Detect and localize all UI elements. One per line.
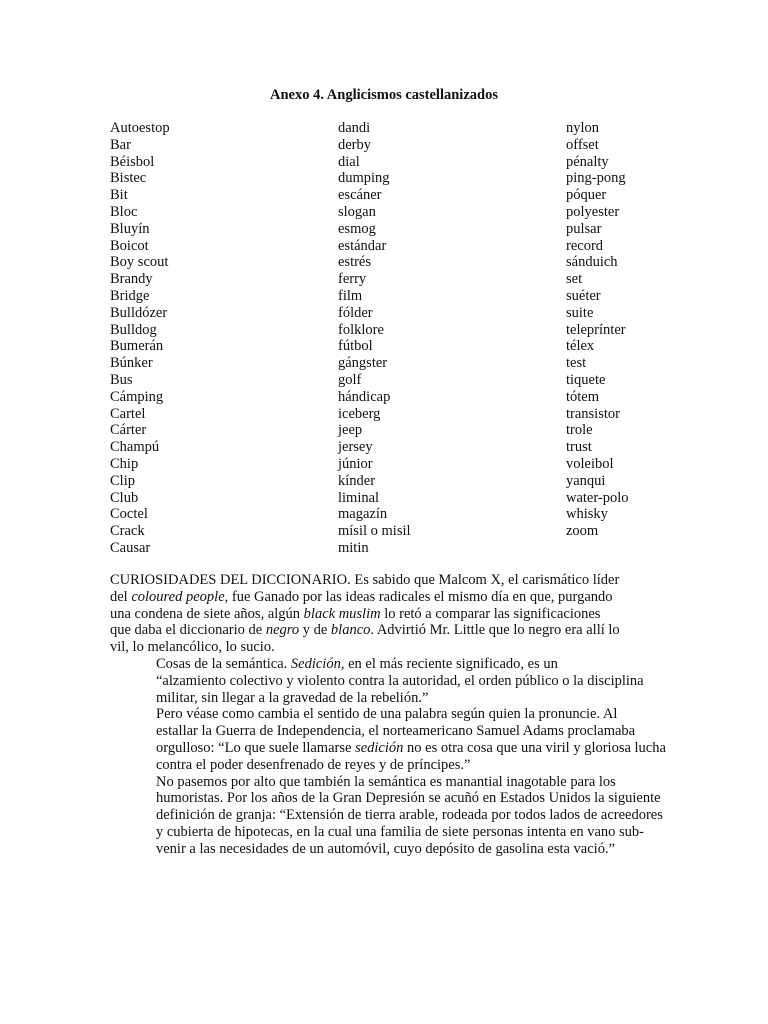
word-entry: teleprínter <box>566 321 626 338</box>
word-entry: póquer <box>566 187 607 204</box>
word-entry: kínder <box>338 472 376 489</box>
word-entry: Autoestop <box>110 120 170 136</box>
text-run: militar, sin llegar a la gravedad de la rebelión.” <box>156 689 429 706</box>
text-run: Cosas de la semántica. <box>156 655 291 672</box>
word-entry: tótem <box>566 388 600 405</box>
text-run: y de <box>299 622 331 639</box>
text-run: CURIOSIDADES DEL DICCIONARIO. Es sabido que Malcom X, el carismático líder <box>110 572 620 588</box>
paragraph <box>110 706 666 773</box>
word-entry: iceberg <box>338 405 381 422</box>
word-entry: slogan <box>338 203 376 220</box>
word-entry: gángster <box>338 355 388 372</box>
word-entry: dandi <box>338 120 371 136</box>
text-run: estallar la Guerra de Independencia, el norteamericano Samuel Adams proclamaba <box>156 723 636 740</box>
text-run: orgulloso: “Lo que suele llamarse <box>156 739 356 756</box>
word-entry: Bistec <box>110 170 147 187</box>
word-entry: folklore <box>338 321 384 338</box>
word-entry: júnior <box>338 455 373 472</box>
text-run: del <box>110 588 132 605</box>
paragraph-line <box>110 723 658 740</box>
word-entry: fólder <box>338 304 373 321</box>
word-entry: Club <box>110 489 139 506</box>
word-entry: Chip <box>110 455 139 472</box>
paragraph-line <box>110 774 658 791</box>
paragraph-line <box>110 790 661 807</box>
word-entry: Cárter <box>110 422 147 439</box>
italic-term: Sedición <box>290 655 341 672</box>
word-entry: esmog <box>338 220 376 237</box>
word-entry: Bumerán <box>110 338 164 355</box>
word-entry: Bloc <box>110 203 138 220</box>
word-entry: Bulldózer <box>110 304 168 321</box>
text-run: definición de granja: “Extensión de tierra arable, rodeada por todos lados de acreedores <box>156 807 663 824</box>
paragraph-line <box>110 757 658 774</box>
annex-title: Anexo 4. Anglicismos castellanizados <box>270 87 498 103</box>
text-run: una condena de siete años, algún <box>110 605 304 622</box>
paragraph-line <box>110 739 666 757</box>
paragraph-line <box>110 807 663 824</box>
text-run: No pasemos por alto que también la semántica es manantial inagotable para los <box>156 773 616 790</box>
paragraph <box>110 773 663 858</box>
paragraph <box>110 572 658 656</box>
word-entry: whisky <box>566 506 608 523</box>
text-run: que daba el diccionario de <box>110 622 266 639</box>
word-entry: jersey <box>338 439 373 456</box>
word-entry: suéter <box>566 287 601 304</box>
word-entry: Bridge <box>110 287 150 304</box>
word-entry: record <box>566 237 604 254</box>
word-entry: suite <box>566 304 594 321</box>
word-entry: Cartel <box>110 405 146 422</box>
word-entry: Cámping <box>110 388 164 405</box>
dictionary-curiosities-text <box>110 572 666 858</box>
paragraph-line <box>110 824 658 841</box>
word-entry: Búnker <box>110 355 153 372</box>
word-entry: ferry <box>338 271 367 288</box>
text-run: lo retó a comparar las significaciones <box>380 605 601 622</box>
word-entry: set <box>566 271 583 288</box>
paragraph-line <box>110 589 658 606</box>
text-run: Pero véase como cambia el sentido de una palabra según quien la pronuncie. Al <box>156 706 618 723</box>
paragraph-line <box>110 673 658 690</box>
text-run: vil, lo melancólico, lo sucio. <box>110 639 275 656</box>
word-entry: escáner <box>338 187 382 204</box>
paragraph-line <box>110 572 658 589</box>
word-entry: Clip <box>110 472 135 489</box>
italic-term: blanco <box>330 622 371 639</box>
word-entry: estándar <box>338 237 387 254</box>
word-entry: mísil o misil <box>338 523 411 540</box>
word-entry: Champú <box>110 439 160 456</box>
text-run: venir a las necesidades de un automóvil, cuyo depósito de gasolina esta vació.” <box>156 840 616 857</box>
word-column-1 <box>110 120 170 557</box>
word-entry: Bulldog <box>110 321 157 338</box>
word-entry: Causar <box>110 539 151 556</box>
word-entry: Crack <box>110 523 145 540</box>
text-run: y cubierta de hipotecas, en la cual una familia de siete personas intenta en vano sub- <box>156 823 644 840</box>
text-run: contra el poder desenfrenado de reyes y de príncipes.” <box>156 756 471 773</box>
word-entry: mitin <box>338 539 369 556</box>
word-entry: magazín <box>338 506 388 523</box>
word-entry: yanqui <box>566 472 606 489</box>
word-entry: télex <box>566 338 595 355</box>
word-entry: zoom <box>566 523 599 540</box>
word-entry: polyester <box>566 203 620 220</box>
word-entry: Boicot <box>110 237 149 254</box>
word-entry: ping-pong <box>566 170 626 187</box>
word-entry: hándicap <box>338 388 391 405</box>
word-entry: fútbol <box>338 338 373 355</box>
text-run: humoristas. Por los años de la Gran Depresión se acuñó en Estados Unidos la siguiente <box>156 790 661 807</box>
word-entry: water-polo <box>566 489 629 506</box>
anglicisms-word-list <box>110 120 670 560</box>
word-entry: Bit <box>110 187 128 204</box>
word-entry: dumping <box>338 170 390 187</box>
word-entry: trust <box>566 439 592 456</box>
word-entry: Coctel <box>110 506 148 523</box>
word-entry: jeep <box>338 422 363 439</box>
word-entry: Boy scout <box>110 254 169 271</box>
word-entry: pénalty <box>566 153 609 170</box>
word-entry: Bluyín <box>110 220 150 237</box>
text-run: “alzamiento colectivo y violento contra la autoridad, el orden público o la disciplina <box>156 672 644 689</box>
word-entry: transistor <box>566 405 620 422</box>
paragraph-line <box>110 656 658 673</box>
text-run: , fue Ganado por las ideas radicales el mismo día en que, purgando <box>224 588 613 605</box>
word-entry: film <box>338 287 363 304</box>
paragraph-line <box>110 622 658 639</box>
word-column-3 <box>566 120 629 540</box>
paragraph-line <box>110 841 658 858</box>
word-column-2 <box>338 120 411 557</box>
italic-term: coloured people <box>131 588 225 605</box>
word-entry: pulsar <box>566 220 602 237</box>
word-entry: Bus <box>110 371 133 388</box>
word-entry: derby <box>338 136 372 153</box>
word-entry: trole <box>566 422 593 439</box>
word-entry: Béisbol <box>110 153 155 170</box>
word-entry: tiquete <box>566 371 606 388</box>
word-entry: golf <box>338 371 362 388</box>
word-entry: Brandy <box>110 271 153 288</box>
paragraph-line <box>110 639 658 656</box>
word-entry: estrés <box>338 254 372 271</box>
word-entry: nylon <box>566 120 600 136</box>
word-entry: sánduich <box>566 254 618 271</box>
italic-term: black muslim <box>303 605 381 622</box>
text-run: . Advirtió Mr. Little que lo negro era allí lo <box>370 622 620 639</box>
word-entry: voleibol <box>566 455 614 472</box>
paragraph <box>110 656 658 706</box>
word-entry: offset <box>566 136 599 153</box>
word-entry: Bar <box>110 136 131 153</box>
paragraph-line <box>110 706 658 723</box>
word-entry: dial <box>338 153 360 170</box>
word-entry: test <box>566 355 587 372</box>
italic-term: negro <box>265 622 300 639</box>
paragraph-line <box>110 606 658 623</box>
paragraph-line <box>110 690 658 707</box>
text-run: , en el más reciente significado, es un <box>340 655 558 672</box>
italic-term: sedición <box>355 739 404 756</box>
word-entry: liminal <box>338 489 380 506</box>
text-run: no es otra cosa que una viril y gloriosa lucha <box>403 739 666 756</box>
